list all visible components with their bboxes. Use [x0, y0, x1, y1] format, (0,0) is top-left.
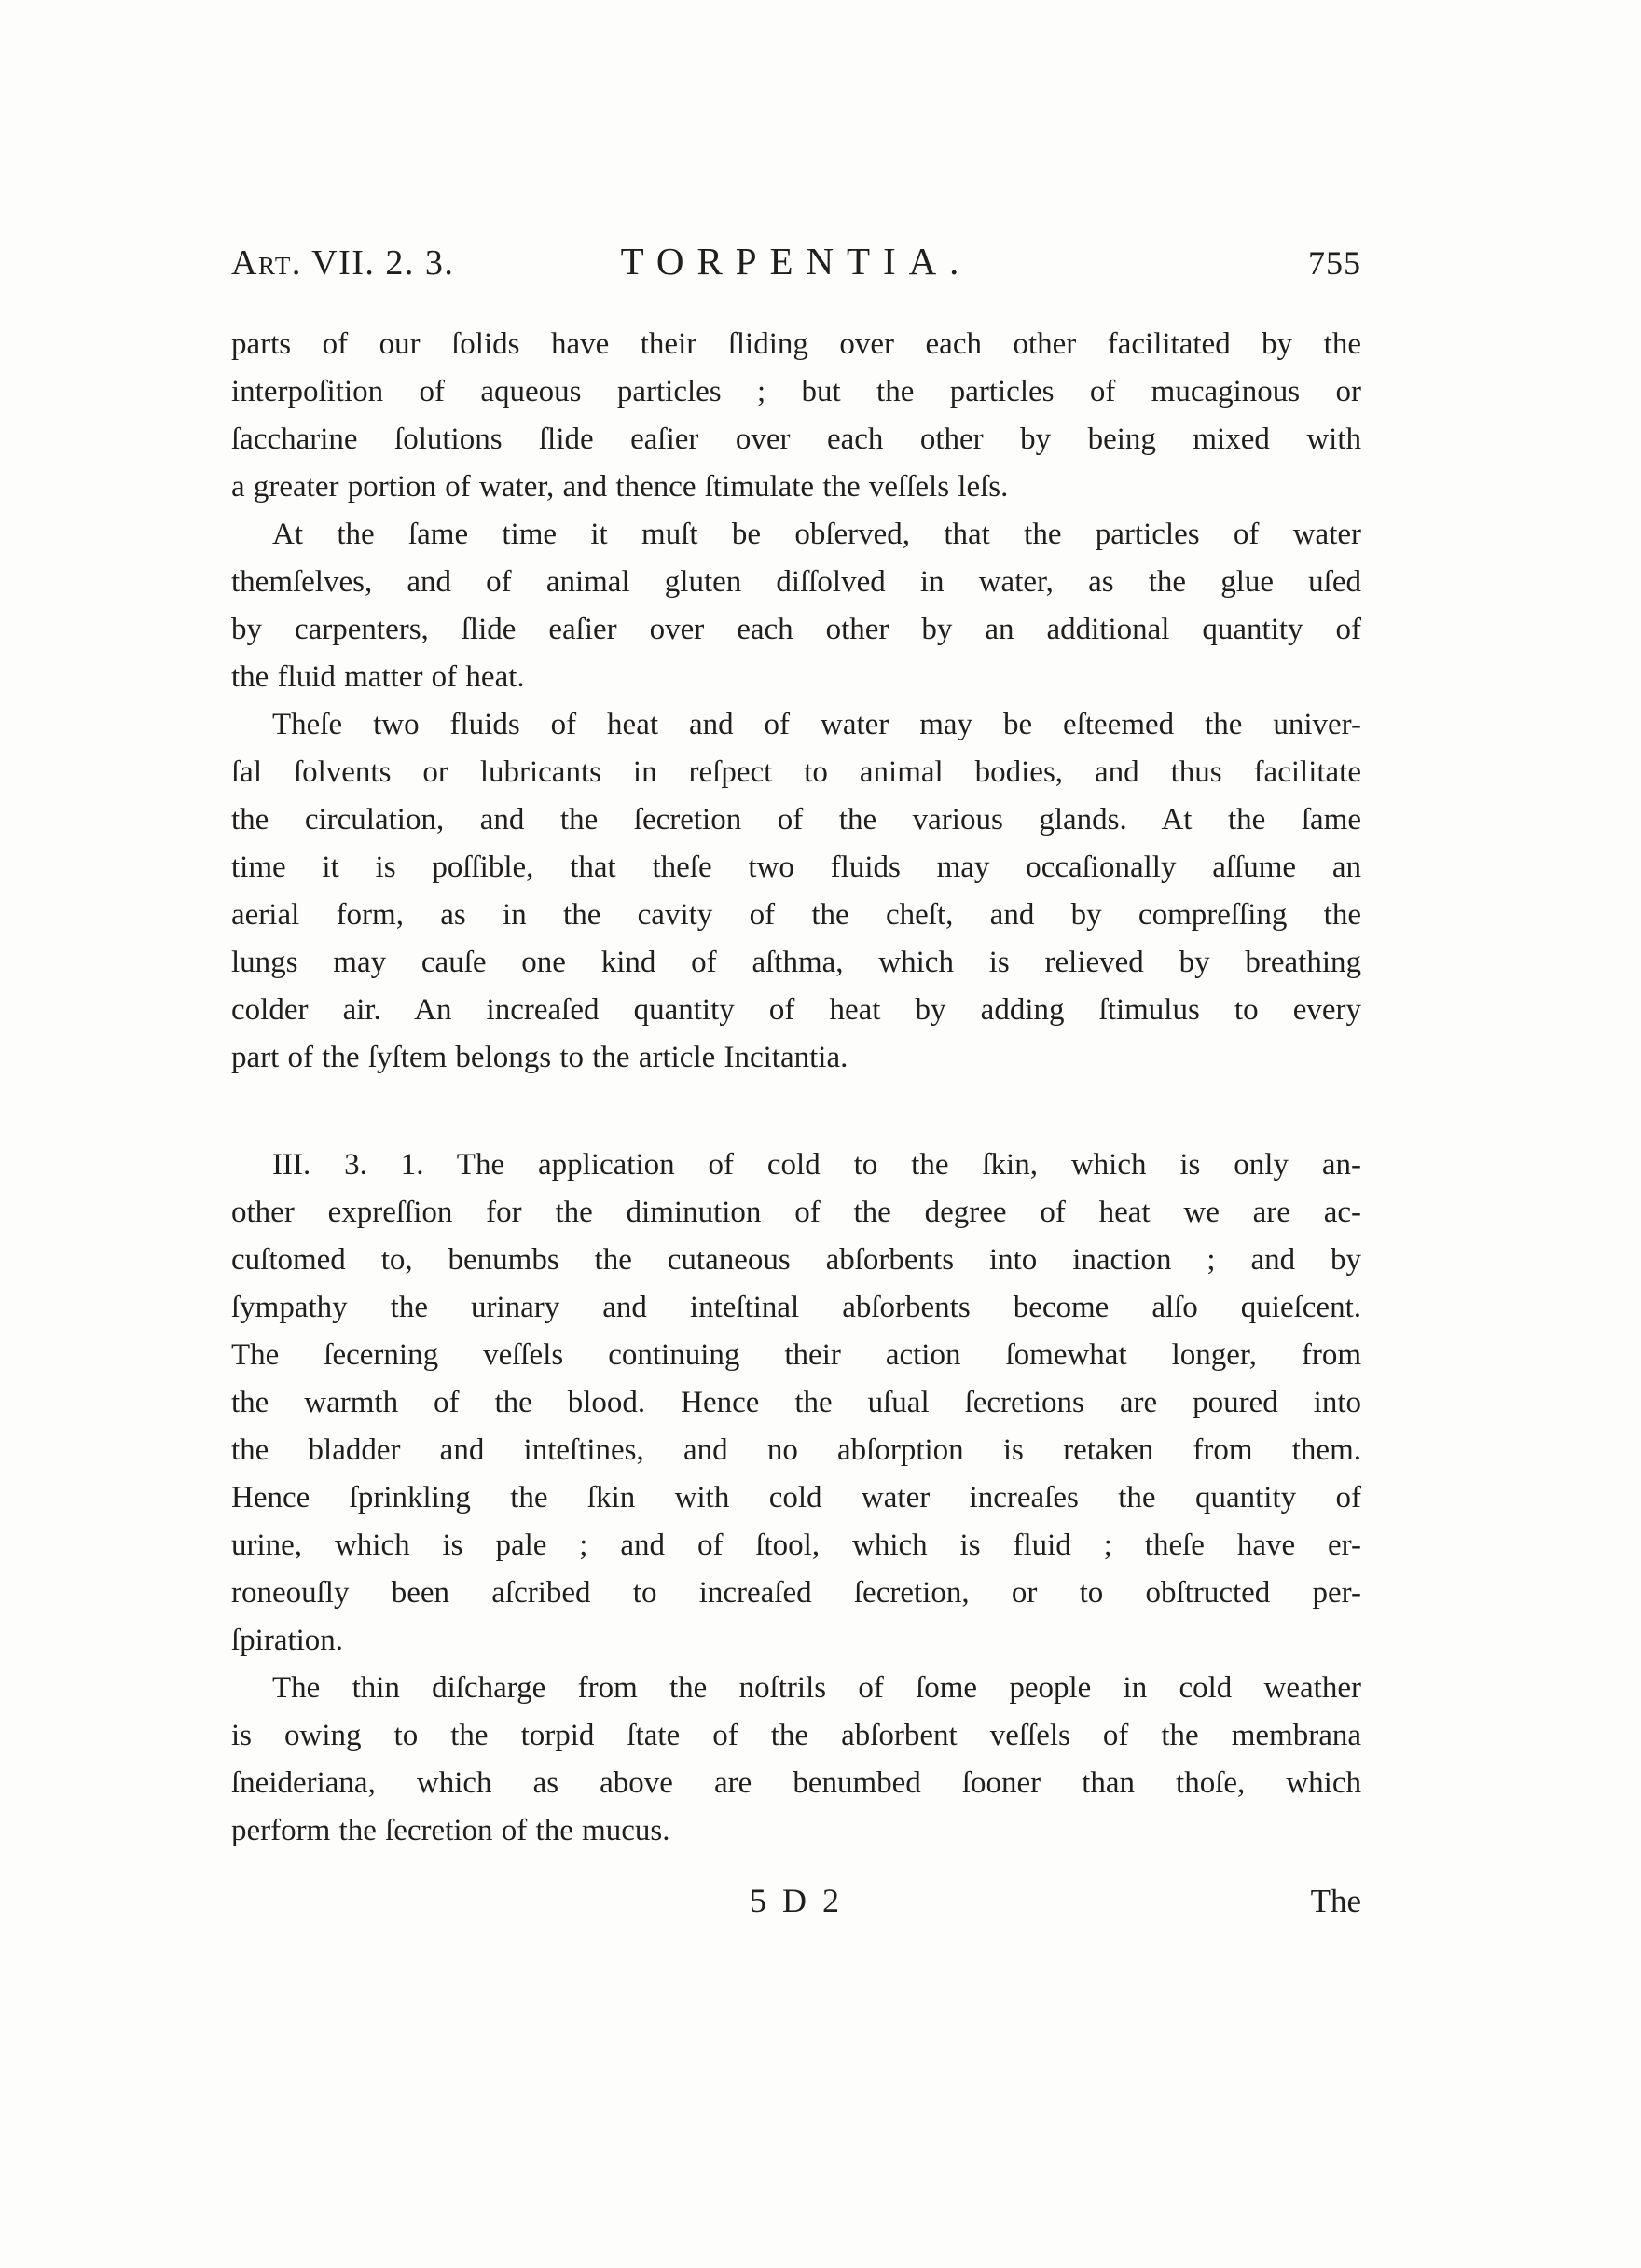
text-line: part of the ſyſtem belongs to the article Incitantia. — [231, 1041, 848, 1074]
paragraph — [231, 511, 1361, 701]
text-line: the circulation, and the ſecretion of the various glands. At the ſame — [231, 803, 1361, 837]
text-line: roneouſly been aſcribed to increaſed ſecretion, or to obſtructed per- — [231, 1576, 1361, 1610]
text-line: III. 3. 1. The application of cold to the ſkin, which is only an- — [272, 1148, 1361, 1182]
text-line: themſelves, and of animal gluten diſſolved in water, as the glue uſed — [231, 565, 1361, 599]
text-line: is owing to the torpid ſtate of the abſorbent veſſels of the membrana — [231, 1719, 1361, 1752]
text-line: The ſecerning veſſels continuing their action ſomewhat longer, from — [231, 1338, 1361, 1372]
text-line: urine, which is pale ; and of ſtool, which is fluid ; theſe have er- — [231, 1528, 1361, 1562]
text-line: ſal ſolvents or lubricants in reſpect to animal bodies, and thus facilitate — [231, 755, 1361, 789]
page-content — [231, 239, 1361, 1920]
text-line: the bladder and inteſtines, and no abſorption is retaken from them. — [231, 1433, 1361, 1467]
text-line: the warmth of the blood. Hence the uſual ſecretions are poured into — [231, 1386, 1361, 1419]
text-line: the fluid matter of heat. — [231, 660, 525, 694]
text-line: ſympathy the urinary and inteſtinal abſorbents become alſo quieſcent. — [231, 1291, 1361, 1324]
page-number: 755 — [1308, 244, 1361, 282]
paragraph — [231, 701, 1361, 1082]
text-line: other expreſſion for the diminution of the degree of heat we are ac- — [231, 1196, 1361, 1229]
text-line: ſneideriana, which as above are benumbed ſooner than thoſe, which — [231, 1766, 1361, 1800]
body-text — [231, 321, 1361, 1855]
text-line: ſpiration. — [231, 1624, 344, 1657]
text-line: Hence ſprinkling the ſkin with cold water increaſes the quantity of — [231, 1481, 1361, 1514]
signature-mark: 5 D 2 — [750, 1882, 843, 1919]
text-line: time it is poſſible, that theſe two fluids may occaſionally aſſume an — [231, 850, 1361, 884]
text-line: interpoſition of aqueous particles ; but the particles of mucaginous or — [231, 375, 1361, 408]
text-line: cuſtomed to, benumbs the cutaneous abſorbents into inaction ; and by — [231, 1243, 1361, 1277]
text-line: lungs may cauſe one kind of aſthma, which is relieved by breathing — [231, 946, 1361, 979]
page-title: TORPENTIA. — [620, 240, 972, 283]
page-footer — [231, 1881, 1361, 1920]
paragraph — [231, 321, 1361, 511]
paragraph — [231, 1665, 1361, 1855]
text-line: At the ſame time it muſt be obſerved, that the particles of water — [272, 518, 1361, 551]
text-line: The thin diſcharge from the noſtrils of ſome people in cold weather — [272, 1671, 1361, 1705]
paragraph — [231, 1141, 1361, 1665]
article-heading: Art. VII. 2. 3. — [231, 243, 455, 283]
text-line: by carpenters, ſlide eaſier over each other by an additional quantity of — [231, 613, 1361, 646]
text-line: Theſe two fluids of heat and of water may be eſteemed the univer- — [272, 708, 1361, 741]
text-line: aerial form, as in the cavity of the cheſt, and by compreſſing the — [231, 898, 1361, 932]
text-line: a greater portion of water, and thence ſtimulate the veſſels leſs. — [231, 470, 1009, 504]
text-line: ſaccharine ſolutions ſlide eaſier over each other by being mixed with — [231, 422, 1361, 456]
page-header — [231, 239, 1361, 284]
catchword: The — [1310, 1883, 1361, 1919]
text-line: perform the ſecretion of the mucus. — [231, 1814, 670, 1847]
text-line: colder air. An increaſed quantity of heat by adding ſtimulus to every — [231, 993, 1361, 1027]
text-line: parts of our ſolids have their ſliding over each other facilitated by the — [231, 327, 1361, 361]
